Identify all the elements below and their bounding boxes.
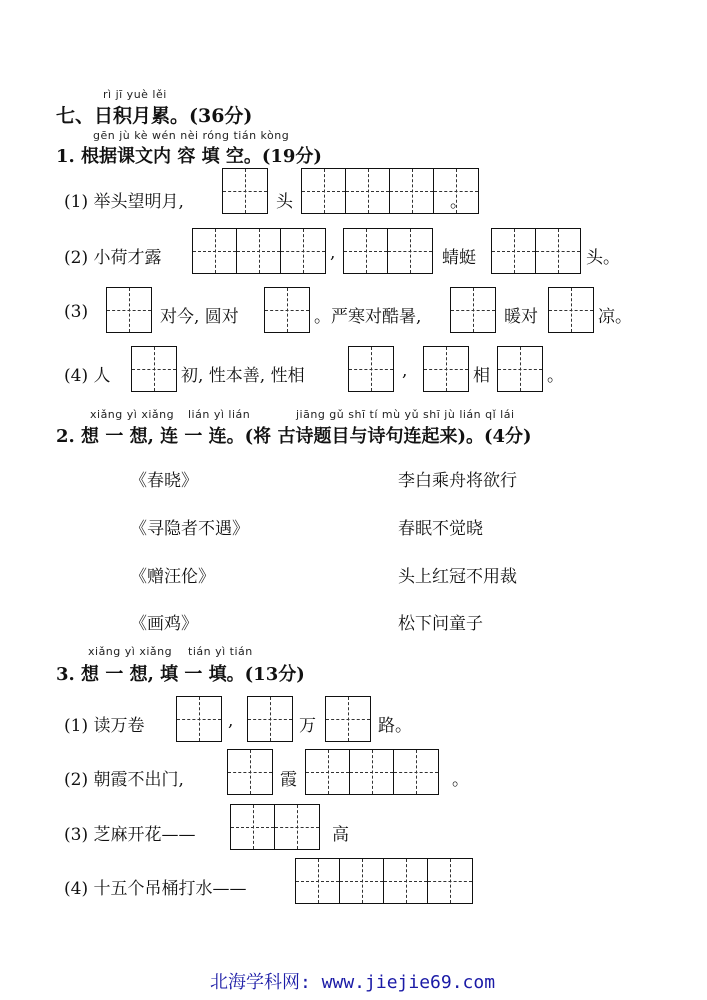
q2-left-3[interactable]: 《赠汪伦》 [130,567,215,587]
q2-left-1[interactable]: 《春晓》 [130,471,198,491]
q1-item2-box-a[interactable] [192,228,326,274]
q1-item3-text-b: 对今, 圆对 [160,307,239,327]
q3-item2-box-b[interactable] [305,749,439,795]
q1-item3-box-b[interactable] [264,287,310,333]
q3-item2-text-c: 。 [452,770,469,790]
q1-item2-box-c[interactable] [491,228,581,274]
q1-item4-box-a[interactable] [131,346,177,392]
q2-right-1[interactable]: 李白乘舟将欲行 [398,471,517,491]
q3-item1-box-b[interactable] [247,696,293,742]
q3-item2-text-b: 霞 [280,770,297,790]
q1-item3-text-e: 凉。 [598,307,632,327]
q2-pinyin-a: xiǎng yì xiǎng [90,408,175,421]
q1-item1-text-c: 。 [450,192,467,212]
q1-item1-box-a[interactable] [222,168,268,214]
section-pinyin: rì jī yuè lěi [103,88,167,101]
q1-item2-box-b[interactable] [343,228,433,274]
q2-right-2[interactable]: 春眠不觉晓 [398,519,483,539]
q3-item3-text: (3) 芝麻开花—— [64,825,196,845]
q2-right-3[interactable]: 头上红冠不用裁 [398,567,517,587]
q2-right-4[interactable]: 松下问童子 [398,614,483,634]
q2-left-2[interactable]: 《寻隐者不遇》 [130,519,249,539]
q1-item4-text-d: 相 [473,366,490,386]
q3-item1-text-b: , [228,711,234,731]
q3-pinyin-a: xiǎng yì xiǎng [88,645,173,658]
q2-pinyin-c: jiāng gǔ shī tí mù yǔ shī jù lián qǐ lái [296,408,515,421]
footer-website: 北海学科网: www.jiejie69.com [210,972,496,993]
q1-item2-text-b: , [330,243,336,263]
q3-item1-box-c[interactable] [325,696,371,742]
q3-item1-text: (1) 读万卷 [64,716,145,736]
q1-item1-text: (1) 举头望明月, [64,192,184,212]
q1-item4-text: (4) 人 [64,366,111,386]
q3-item1-text-c: 万 [299,716,316,736]
q1-item3-box-d[interactable] [548,287,594,333]
q1-item3-text-d: 暖对 [504,307,538,327]
q1-item3-text-c: 。严寒对酷暑, [314,307,422,327]
q1-item4-box-b[interactable] [348,346,394,392]
q1-item4-text-e: 。 [547,366,564,386]
q1-item4-box-c[interactable] [423,346,469,392]
q1-pinyin: gēn jù kè wén nèi róng tián kòng [93,129,290,142]
q3-item3-box-a[interactable] [230,804,320,850]
q3-item1-text-d: 路。 [378,716,412,736]
q3-pinyin-b: tián yì tián [188,645,253,658]
q2-pinyin-b: lián yì lián [188,408,251,421]
q1-item3-box-a[interactable] [106,287,152,333]
q1-item4-text-b: 初, 性本善, 性相 [181,366,305,386]
q1-item3-box-c[interactable] [450,287,496,333]
q1-item2-text-c: 蜻蜓 [442,248,476,268]
q2-left-4[interactable]: 《画鸡》 [130,614,198,634]
q1-item4-box-d[interactable] [497,346,543,392]
q1-item2-text: (2) 小荷才露 [64,248,162,268]
q2-title: 2. 想 一 想, 连 一 连。(将 古诗题目与诗句连起来)。(4分) [56,426,532,447]
q1-item3-text: (3) [64,302,89,322]
q3-item2-text: (2) 朝霞不出门, [64,770,184,790]
q3-item3-text-b: 高 [332,825,349,845]
q3-item4-text: (4) 十五个吊桶打水—— [64,879,247,899]
q1-item4-text-c: , [402,361,408,381]
q3-item1-box-a[interactable] [176,696,222,742]
section-title: 七、日积月累。(36分) [56,105,253,127]
q1-item2-text-d: 头。 [586,248,620,268]
q3-item4-box-a[interactable] [295,858,473,904]
q1-title: 1. 根据课文内 容 填 空。(19分) [56,146,322,167]
q3-title: 3. 想 一 想, 填 一 填。(13分) [56,664,305,685]
q3-item2-box-a[interactable] [227,749,273,795]
q1-item1-text-b: 头 [276,192,293,212]
